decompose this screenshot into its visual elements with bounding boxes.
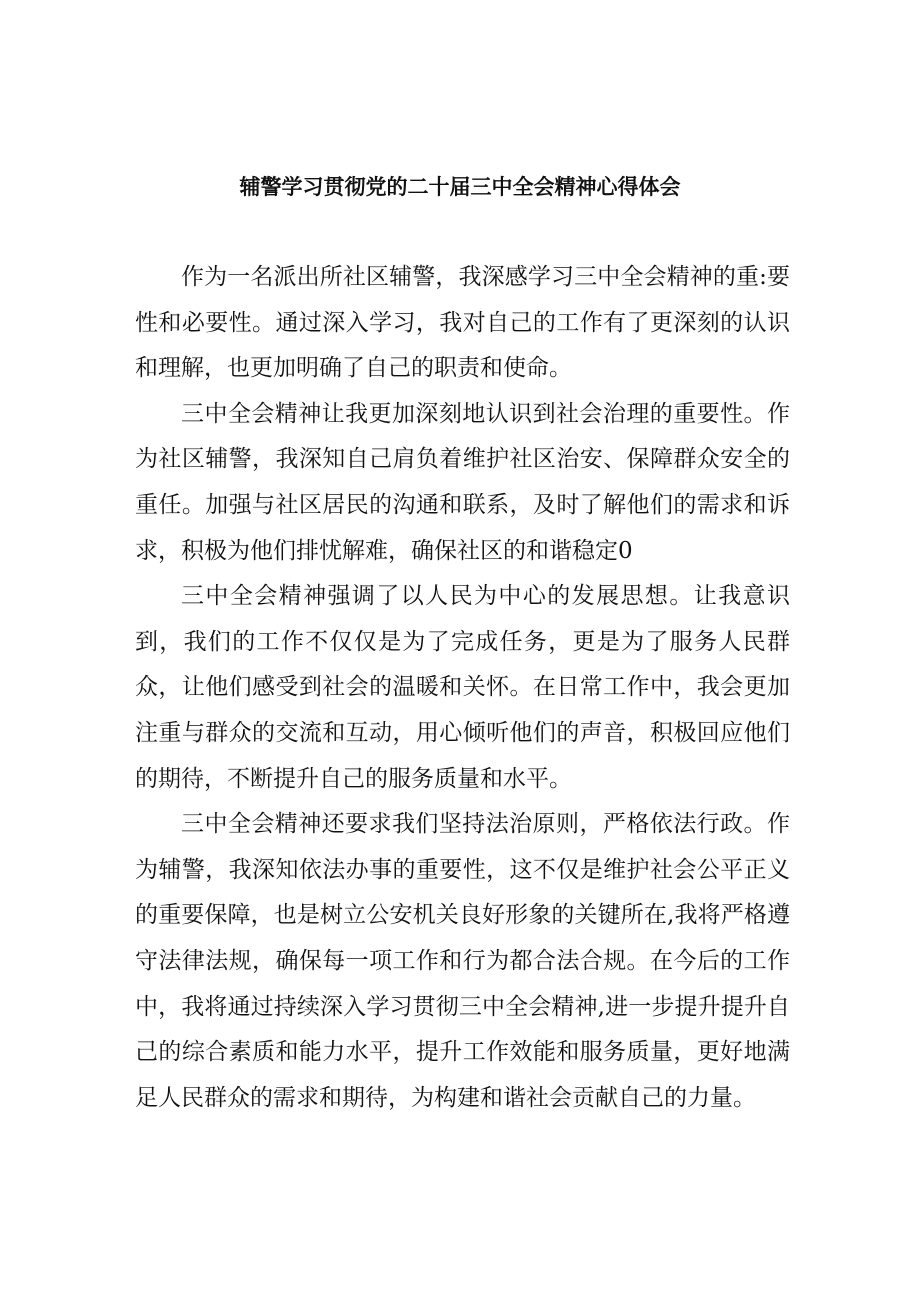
document-body: [135, 255, 790, 1121]
document-title: 辅警学习贯彻党的二十届三中全会精神心得体会: [239, 175, 681, 199]
paragraph-2: 三中全会精神让我更加深刻地认识到社会治理的重要性。作为社区辅警，我深知自己肩负着维护社区治安、保障群众安全的重任。加强与社区居民的沟通和联系，及时了解他们的需求和诉求，积极为他们排忧解难，确保社区的和谐稳定0: [135, 400, 790, 564]
paragraph-1: 作为一名派出所社区辅警，我深感学习三中全会精神的重:要性和必要性。通过深入学习，我对自己的工作有了更深刻的认识和理解，也更加明确了自己的职责和使命。: [135, 264, 790, 382]
paragraph-4: 三中全会精神还要求我们坚持法治原则，严格依法行政。作为辅警，我深知依法办事的重要性，这不仅是维护社会公平正义的重要保障，也是树立公安机关良好形象的关键所在,我将严格遵守法律法规，确保每一项工作和行为都合法合规。在今后的工作中，我将通过持续深入学习贯彻三中全会精神,进一步提升提升自己的综合素质和能力水平，提升工作效能和服务质量，更好地满足人民群众的需求和期待，为构建和谐社会贡献自己的力量。: [135, 811, 790, 1111]
paragraph-3: 三中全会精神强调了以人民为中心的发展思想。让我意识到，我们的工作不仅仅是为了完成任务，更是为了服务人民群众，让他们感受到社会的温暖和关怀。在日常工作中，我会更加注重与群众的交流和互动，用心倾听他们的声音，积极回应他们的期待，不断提升自己的服务质量和水平。: [135, 583, 790, 792]
